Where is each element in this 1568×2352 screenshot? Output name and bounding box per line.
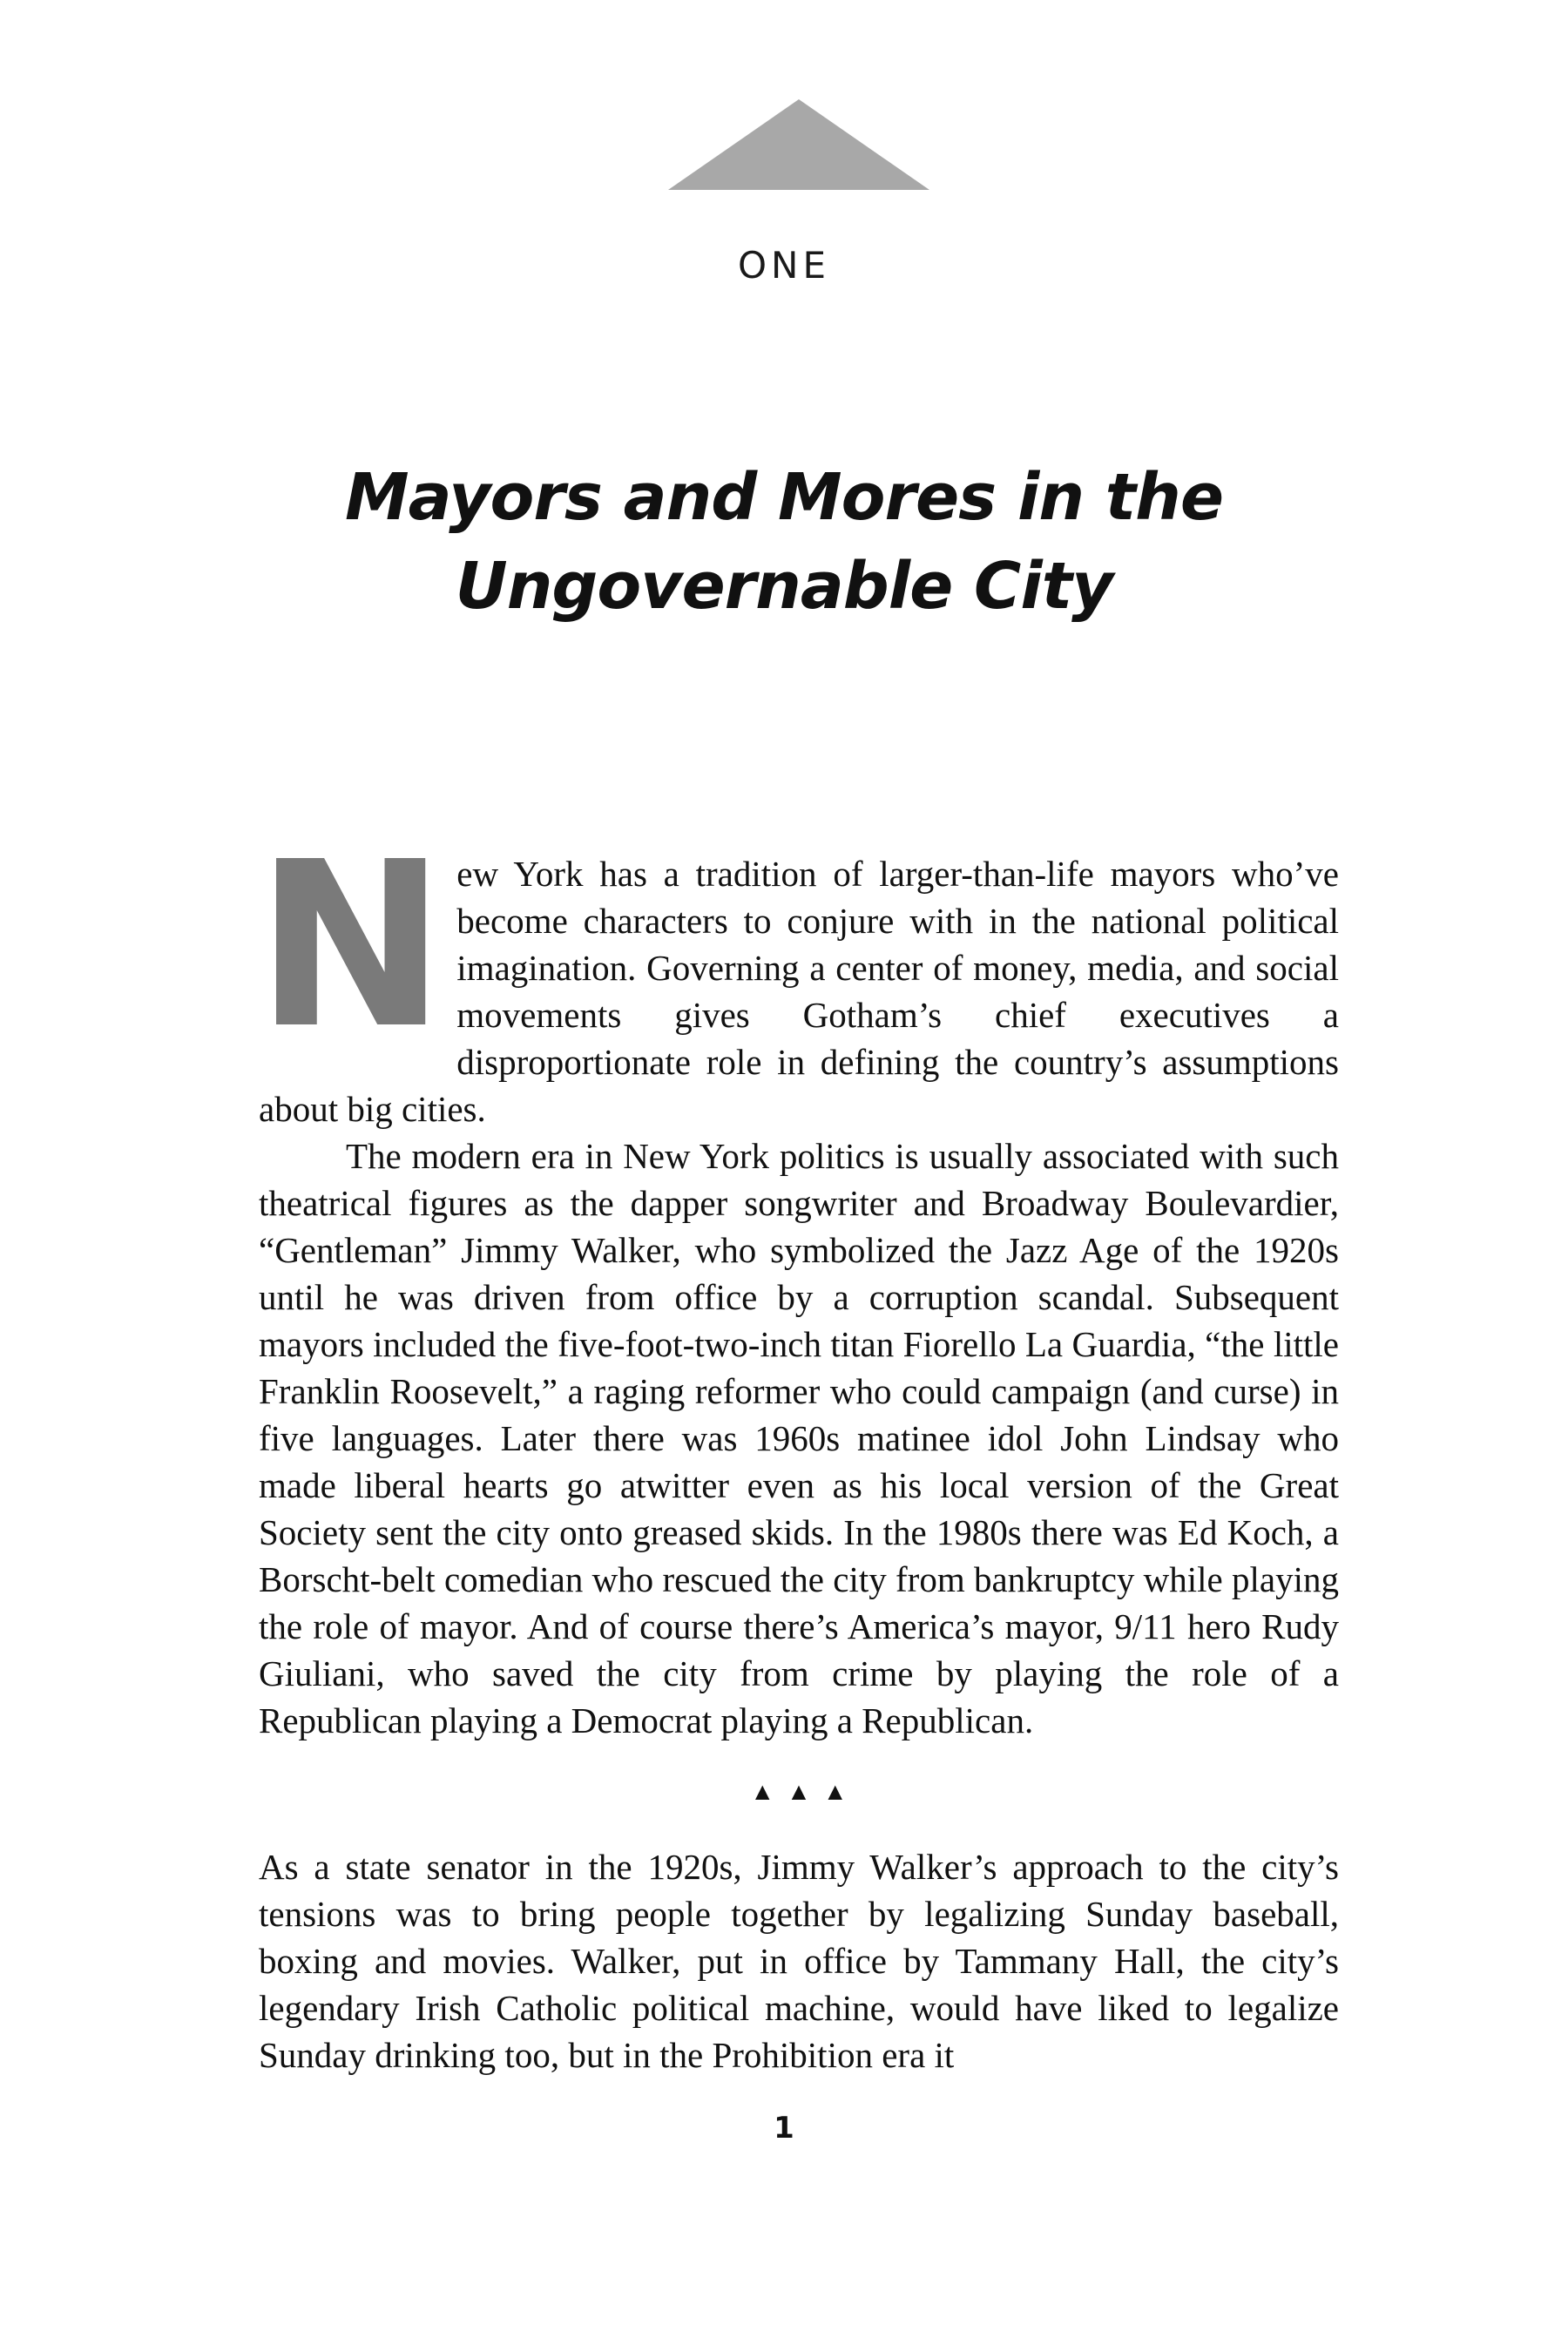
paragraph-1-text: ew York has a tradition of larger-than-life mayors who’ve become characters to conjure with in the national political imagination. Governing a center of money, media, and social movements gives Gotham’s chief executives a disproportionate role in defining the country’s assumptions about big cities.	[259, 854, 1339, 1129]
paragraph-1	[255, 813, 1339, 1132]
paragraph-3: As a state senator in the 1920s, Jimmy Walker’s approach to the city’s tensions was to bring people together by legalizing Sunday baseball, boxing and movies. Walker, put in office by Tammany Hall, the city’s legendary Irish Catholic political machine, would have liked to legalize Sunday drinking too, but in the Prohibition era it	[259, 1847, 1339, 2075]
chapter-triangle-ornament	[668, 99, 929, 190]
triangle-shape	[668, 99, 929, 190]
chapter-number: ONE	[737, 244, 830, 287]
chapter-body-text	[255, 813, 1339, 2078]
paragraph-2: The modern era in New York politics is usually associated with such theatrical figures as the dapper songwriter and Broadway Boulevardier, “Gentleman” Jimmy Walker, who symbolized the Jazz Age of the 1920s until he was driven from office by a corruption scandal. Subsequent mayors included the five-foot-two-inch titan Fiorello La Guardia, “the little Franklin Roosevelt,” a raging reformer who could campaign (and curse) in five languages. Later there was 1960s matinee idol John Lindsay who made liberal hearts go atwitter even as his local version of the Great Society sent the city onto greased skids. In the 1980s there was Ed Koch, a Borscht-belt comedian who rescued the city from bankruptcy while playing the role of mayor. And of course there’s America’s mayor, 9/11 hero Rudy Giuliani, who saved the city from crime by playing the role of a Republican playing a Democrat playing a Republican.	[259, 1136, 1339, 1740]
chapter-title-line-1: Mayors and Mores in the	[344, 460, 1224, 535]
section-break-ornament: ▲▲▲	[750, 1779, 860, 1806]
page-number: 1	[774, 2111, 794, 2146]
chapter-title	[0, 453, 1568, 631]
chapter-title-line-2: Ungovernable City	[455, 549, 1113, 624]
drop-cap: N	[255, 813, 442, 1078]
